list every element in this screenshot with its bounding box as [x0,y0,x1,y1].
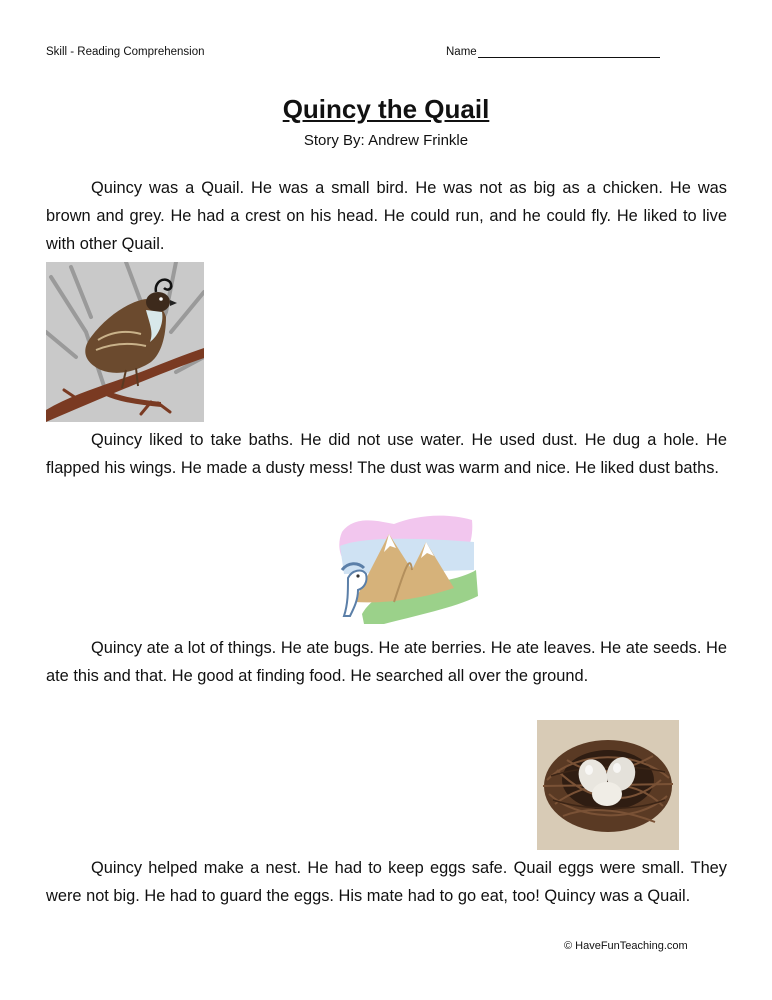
hills-landscape-illustration [334,512,478,624]
name-blank-line[interactable] [478,46,660,58]
name-label: Name [446,46,477,58]
story-paragraph-1: Quincy was a Quail. He was a small bird. He was not as big as a chicken. He was brown and grey. He had a crest on his head. He could run, and he could fly. He liked to live with other Quail. [46,179,727,253]
story-title: Quincy the Quail [282,94,490,124]
quail-on-branch-illustration [46,262,204,422]
skill-label: Skill - Reading Comprehension [46,46,205,58]
story-paragraph-2: Quincy liked to take baths. He did not use water. He used dust. He dug a hole. He flapped his wings. He made a dusty mess! The dust was warm and nice. He liked dust baths. [46,431,727,477]
copyright-footer: © HaveFunTeaching.com [564,940,688,952]
nest-with-eggs-image [537,720,679,850]
story-paragraph-3: Quincy ate a lot of things. He ate bugs. He ate berries. He ate leaves. He ate seeds. He ate this and that. He good at finding food. He searched all over the ground. [46,639,727,685]
story-byline: Story By: Andrew Frinkle [303,132,469,149]
story-paragraph-4: Quincy helped make a nest. He had to keep eggs safe. Quail eggs were small. They were not big. He had to guard the eggs. His mate had to go eat, too! Quincy was a Quail. [46,859,727,905]
name-field[interactable] [446,46,660,58]
